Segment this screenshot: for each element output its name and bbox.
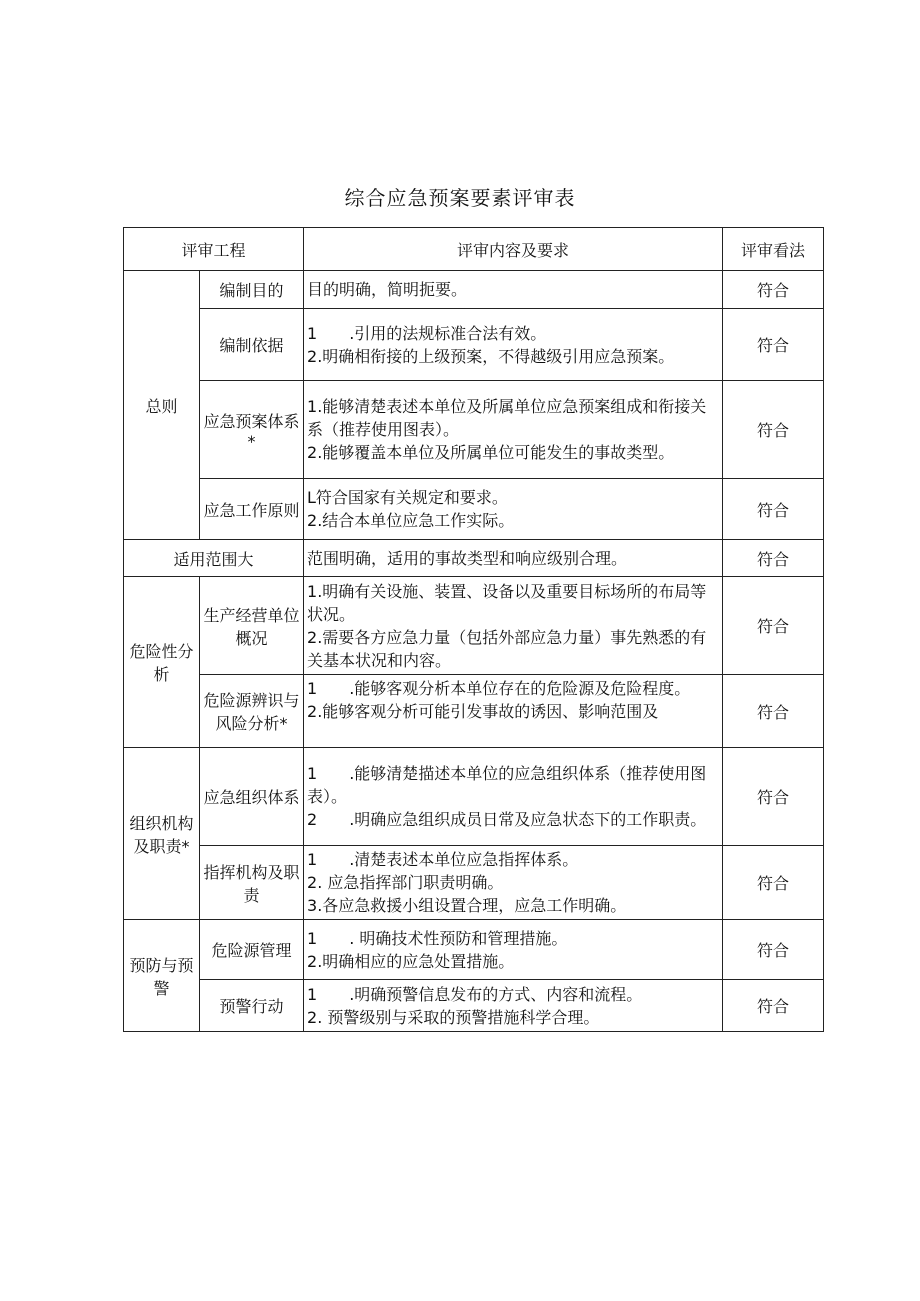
sub-item-cell: 应急工作原则 — [200, 479, 304, 540]
opinion-cell: 符合 — [723, 980, 824, 1032]
table-row — [124, 748, 824, 846]
table-row — [124, 920, 824, 980]
sub-item-cell: 编制依据 — [200, 309, 304, 381]
requirement-cell — [304, 748, 723, 846]
opinion-cell: 符合 — [723, 479, 824, 540]
header-opinion: 评审看法 — [723, 228, 824, 271]
requirement-line: 1.能够清楚表述本单位及所属单位应急预案组成和衔接关系（推荐使用图表）。 — [307, 397, 707, 439]
sub-item-cell: 应急组织体系 — [200, 748, 304, 846]
requirement-cell — [304, 271, 723, 309]
category-cell: 总则 — [124, 271, 200, 540]
requirement-line: 1 .能够清楚描述本单位的应急组织体系（推荐使用图表）。 — [307, 764, 707, 806]
table-header-row — [124, 228, 824, 271]
table-row — [124, 577, 824, 675]
requirement-line: 2.明确相应的应急处置措施。 — [307, 951, 515, 971]
category-cell: 适用范围大 — [124, 540, 304, 577]
requirement-cell — [304, 980, 723, 1032]
opinion-cell: 符合 — [723, 675, 824, 748]
sub-item-cell: 编制目的 — [200, 271, 304, 309]
requirement-line: L符合国家有关规定和要求。 — [307, 488, 508, 507]
requirement-line: 1 . 明确技术性预防和管理措施。 — [307, 928, 568, 948]
table-row — [124, 980, 824, 1032]
requirement-line: 1 .能够客观分析本单位存在的危险源及危险程度。 — [307, 679, 691, 698]
requirement-line: 2. 应急指挥部门职责明确。 — [307, 873, 504, 892]
requirement-line: 2.能够覆盖本单位及所属单位可能发生的事故类型。 — [307, 443, 675, 462]
requirement-cell — [304, 846, 723, 920]
requirement-line: 3.各应急救援小组设置合理，应急工作明确。 — [307, 896, 627, 915]
page-title: 综合应急预案要素评审表 — [344, 186, 576, 210]
requirement-cell — [304, 920, 723, 980]
requirement-line: 1 .明确预警信息发布的方式、内容和流程。 — [307, 984, 643, 1004]
sub-item-cell: 指挥机构及职责 — [200, 846, 304, 920]
opinion-cell: 符合 — [723, 846, 824, 920]
table-row — [124, 271, 824, 309]
requirement-line: 2.明确相衔接的上级预案，不得越级引用应急预案。 — [307, 346, 675, 366]
sub-item-cell: 危险源管理 — [200, 920, 304, 980]
requirement-line: 目的明确，简明扼要。 — [307, 280, 468, 299]
requirement-line: 2.能够客观分析可能引发事故的诱因、影响范围及 — [307, 702, 659, 721]
opinion-cell: 符合 — [723, 309, 824, 381]
opinion-cell: 符合 — [723, 381, 824, 479]
requirement-cell — [304, 479, 723, 540]
sub-item-cell: 应急预案体系* — [200, 381, 304, 479]
header-content: 评审内容及要求 — [304, 228, 723, 271]
requirement-cell — [304, 675, 723, 748]
table-row — [124, 675, 824, 748]
category-cell: 预防与预警 — [124, 920, 200, 1032]
requirement-line: 2.需要各方应急力量（包括外部应急力量）事先熟悉的有关基本状况和内容。 — [307, 627, 707, 670]
opinion-cell: 符合 — [723, 271, 824, 309]
header-item: 评审工程 — [124, 228, 304, 271]
requirement-line: 1 .清楚表述本单位应急指挥体系。 — [307, 850, 579, 869]
category-cell: 危险性分析 — [124, 577, 200, 748]
review-table — [123, 227, 824, 1032]
requirement-line: 2.结合本单位应急工作实际。 — [307, 511, 515, 530]
table-row — [124, 846, 824, 920]
requirement-clip — [307, 677, 719, 745]
requirement-line: 1.明确有关设施、装置、设备以及重要目标场所的布局等状况。 — [307, 581, 707, 624]
requirement-cell — [304, 577, 723, 675]
requirement-line: 2 .明确应急组织成员日常及应急状态下的工作职责。 — [307, 810, 707, 829]
requirement-cell — [304, 381, 723, 479]
table-row — [124, 309, 824, 381]
table-row — [124, 479, 824, 540]
opinion-cell: 符合 — [723, 577, 824, 675]
requirement-cell — [304, 540, 723, 577]
opinion-cell: 符合 — [723, 540, 824, 577]
table-row — [124, 381, 824, 479]
table-row — [124, 540, 824, 577]
requirement-line: 2. 预警级别与采取的预警措施科学合理。 — [307, 1007, 600, 1027]
requirement-line: 范围明确，适用的事故类型和响应级别合理。 — [307, 548, 628, 568]
opinion-cell: 符合 — [723, 748, 824, 846]
opinion-cell: 符合 — [723, 920, 824, 980]
requirement-cell — [304, 309, 723, 381]
sub-item-cell: 危险源辨识与风险分析* — [200, 675, 304, 748]
sub-item-cell: 预警行动 — [200, 980, 304, 1032]
requirement-line: 1 .引用的法规标准合法有效。 — [307, 323, 547, 343]
sub-item-cell: 生产经营单位概况 — [200, 577, 304, 675]
category-cell: 组织机构及职责* — [124, 748, 200, 920]
